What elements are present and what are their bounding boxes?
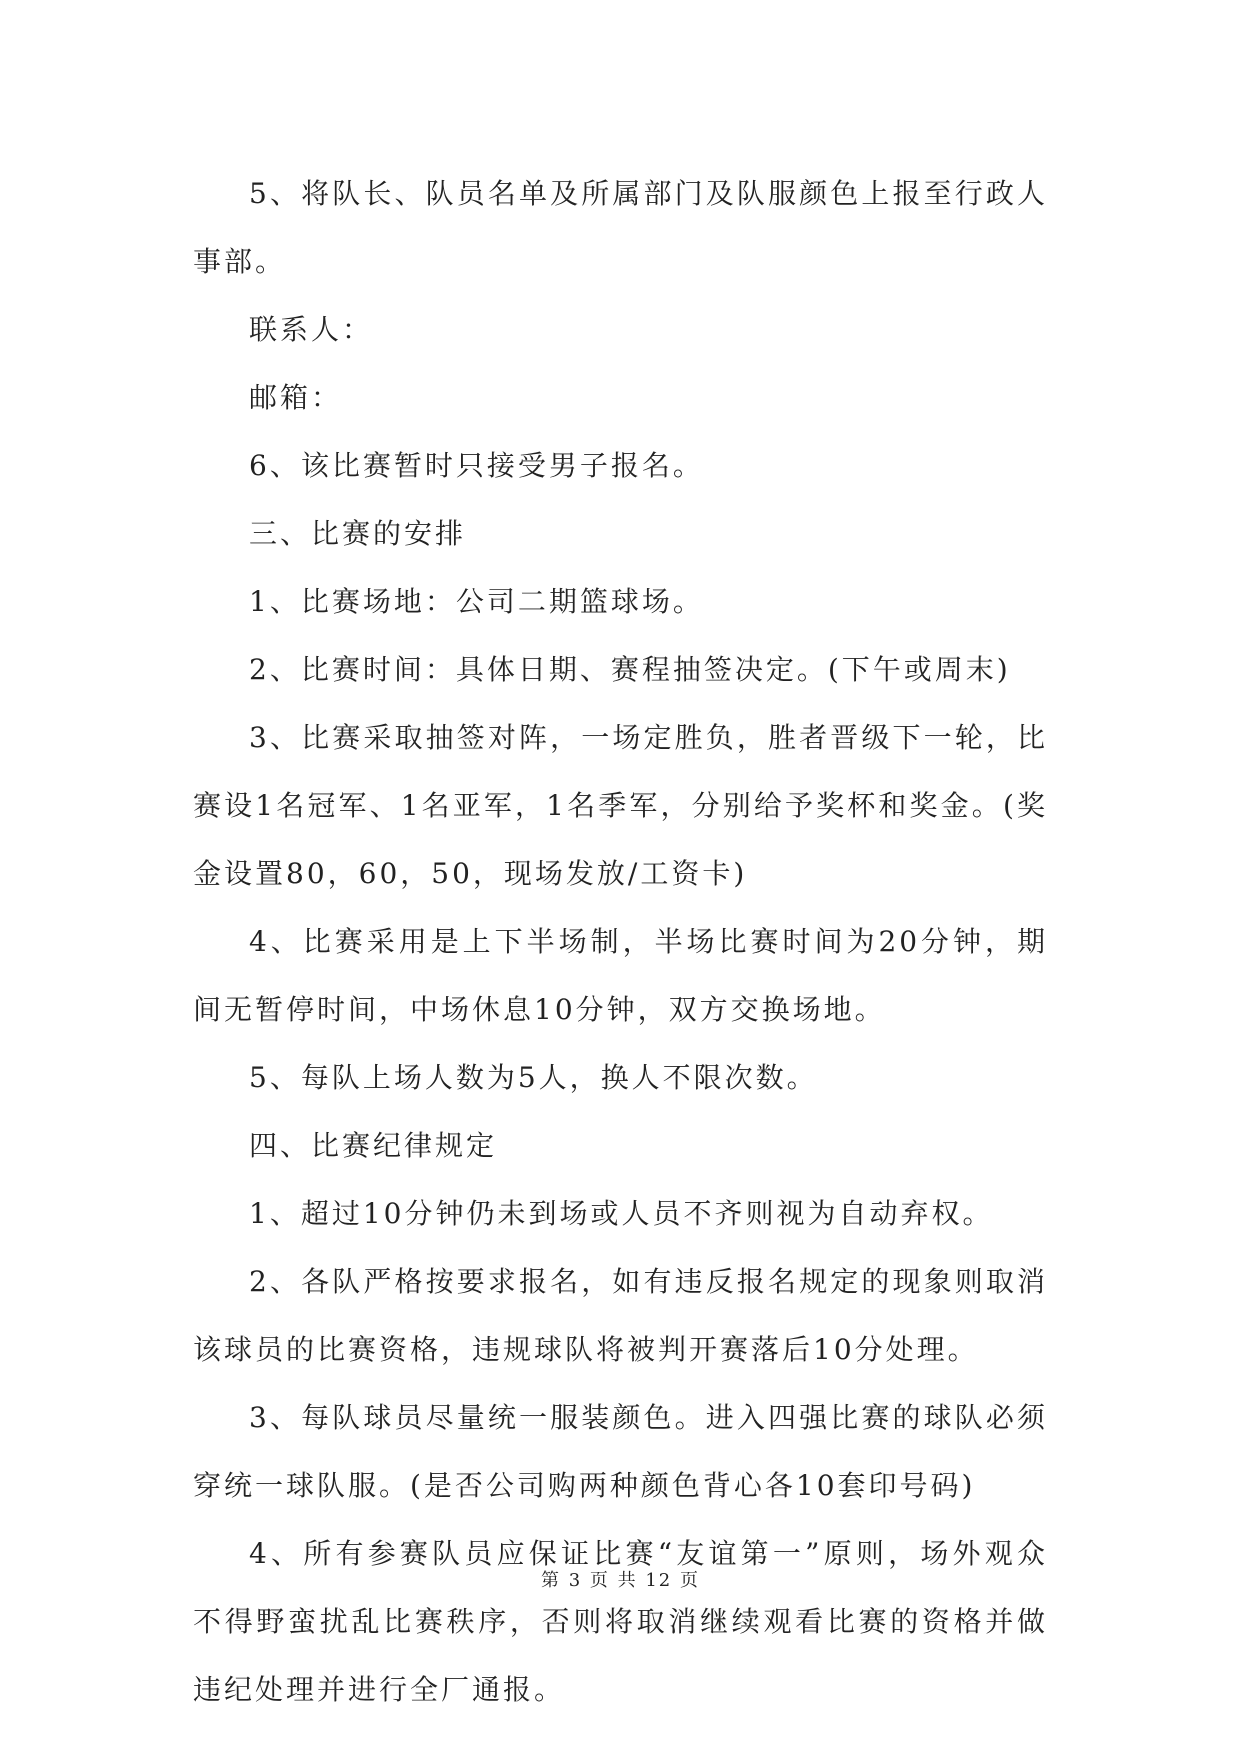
paragraph-male-only: 6、该比赛暂时只接受男子报名。 xyxy=(249,449,704,482)
section-heading-schedule: 三、比赛的安排 xyxy=(249,517,467,550)
paragraph-halves: 4、比赛采用是上下半场制，半场比赛时间为20分钟，期间无暂停时间，中场休息10分钟，双方交换场地。 xyxy=(193,925,1048,1026)
paragraph-registration-rules: 2、各队严格按要求报名，如有违反报名规定的现象则取消该球员的比赛资格，违规球队将被判开赛落后10分处理。 xyxy=(193,1265,1048,1366)
section-heading-discipline: 四、比赛纪律规定 xyxy=(249,1129,498,1162)
paragraph-friendship-first: 4、所有参赛队员应保证比赛“友谊第一”原则，场外观众不得野蛮扰乱比赛秩序，否则将取消继续观看比赛的资格并做违纪处理并进行全厂通报。 xyxy=(193,1537,1048,1706)
paragraph-time: 2、比赛时间：具体日期、赛程抽签决定。(下午或周末) xyxy=(249,653,1011,686)
paragraph-uniform: 3、每队球员尽量统一服装颜色。进入四强比赛的球队必须穿统一球队服。(是否公司购两种颜色背心各10套印号码) xyxy=(193,1401,1048,1502)
paragraph-players-count: 5、每队上场人数为5人，换人不限次数。 xyxy=(249,1061,818,1094)
paragraph-email: 邮箱： xyxy=(249,381,343,414)
document-body xyxy=(193,160,1048,1724)
paragraph-draw-awards: 3、比赛采取抽签对阵，一场定胜负，胜者晋级下一轮，比赛设1名冠军、1名亚军，1名季军，分别给予奖杯和奖金。(奖金设置80，60，50，现场发放/工资卡) xyxy=(193,721,1048,890)
paragraph-venue: 1、比赛场地：公司二期篮球场。 xyxy=(249,585,704,618)
page-number-footer: 第 3 页 共 12 页 xyxy=(541,1570,700,1591)
paragraph-forfeit: 1、超过10分钟仍未到场或人员不齐则视为自动弃权。 xyxy=(249,1197,994,1230)
paragraph-report-roster: 5、将队长、队员名单及所属部门及队服颜色上报至行政人事部。 xyxy=(193,177,1048,278)
paragraph-contact-person: 联系人： xyxy=(249,313,374,346)
